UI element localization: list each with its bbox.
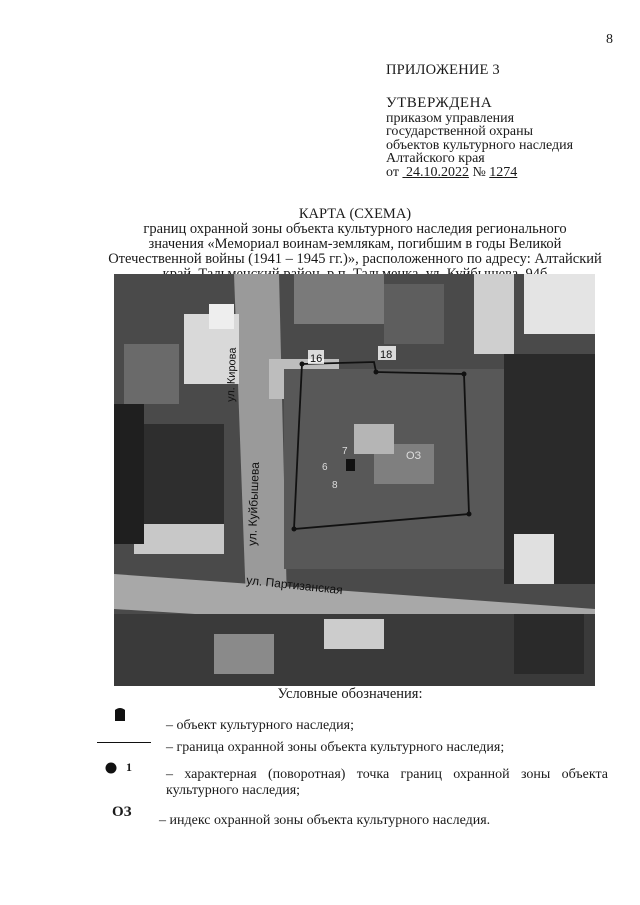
street-partizanskaya: ул. Партизанская xyxy=(245,573,344,598)
point-label-7: 7 xyxy=(342,446,348,457)
point-label-16: 16 xyxy=(310,353,323,365)
turning-point xyxy=(374,370,379,375)
legend-object-text: – объект культурного наследия; xyxy=(166,718,354,733)
approval-number-sign: № xyxy=(472,164,486,180)
point-label-18: 18 xyxy=(380,349,393,361)
turning-point-icon xyxy=(104,761,118,775)
zone-index-label: ОЗ xyxy=(406,450,422,462)
street-kirova: ул. Кирова xyxy=(225,347,239,403)
zone-index-symbol: ОЗ xyxy=(112,804,132,820)
heritage-object-icon xyxy=(113,706,127,722)
point-label-8: 8 xyxy=(332,480,338,491)
appendix-label: ПРИЛОЖЕНИЕ 3 xyxy=(386,62,500,78)
title-heading: КАРТА (СХЕМА) xyxy=(298,206,412,222)
street-kuibysheva: ул. Куйбышева xyxy=(245,461,262,547)
legend-point-number: 1 xyxy=(126,760,132,774)
turning-point xyxy=(462,372,467,377)
turning-point xyxy=(467,512,472,517)
approval-date-line xyxy=(386,166,573,180)
turning-point xyxy=(300,362,305,367)
heritage-object xyxy=(346,459,355,471)
turning-point xyxy=(292,527,297,532)
aerial-map xyxy=(114,274,595,686)
title-line-3: Отечественной войны (1941 – 1945 гг.)», расположенного по адресу: Алтайский xyxy=(108,251,602,267)
boundary-line-icon xyxy=(97,742,151,743)
approval-line-3: объектов культурного наследия xyxy=(386,137,574,153)
legend-boundary-text: – граница охранной зоны объекта культурного наследия; xyxy=(166,740,505,755)
legend-point-text: – характерная (поворотная) точка границ охранной зоны объекта культурного наследия; xyxy=(166,767,608,798)
approval-date: 24.10.2022 xyxy=(405,164,469,180)
approval-title: УТВЕРЖДЕНА xyxy=(386,95,493,111)
page-number: 8 xyxy=(606,32,613,47)
approval-line-4: Алтайского края xyxy=(386,151,485,166)
title-line-1: границ охранной зоны объекта культурного наследия регионального xyxy=(143,221,567,237)
approval-line-2: государственной охраны xyxy=(386,124,534,139)
legend-caption: Условные обозначения: xyxy=(277,686,423,702)
title-line-2: значения «Мемориал воинам-землякам, погибшим в годы Великой xyxy=(148,236,562,252)
point-label-6: 6 xyxy=(322,462,328,473)
approval-date-prefix: от xyxy=(386,164,399,180)
legend-zone-index-text: – индекс охранной зоны объекта культурного наследия. xyxy=(159,813,491,828)
approval-number: 1274 xyxy=(489,164,518,180)
approval-block xyxy=(386,97,573,179)
document-title xyxy=(90,207,620,282)
approval-line-1: приказом управления xyxy=(386,110,515,126)
